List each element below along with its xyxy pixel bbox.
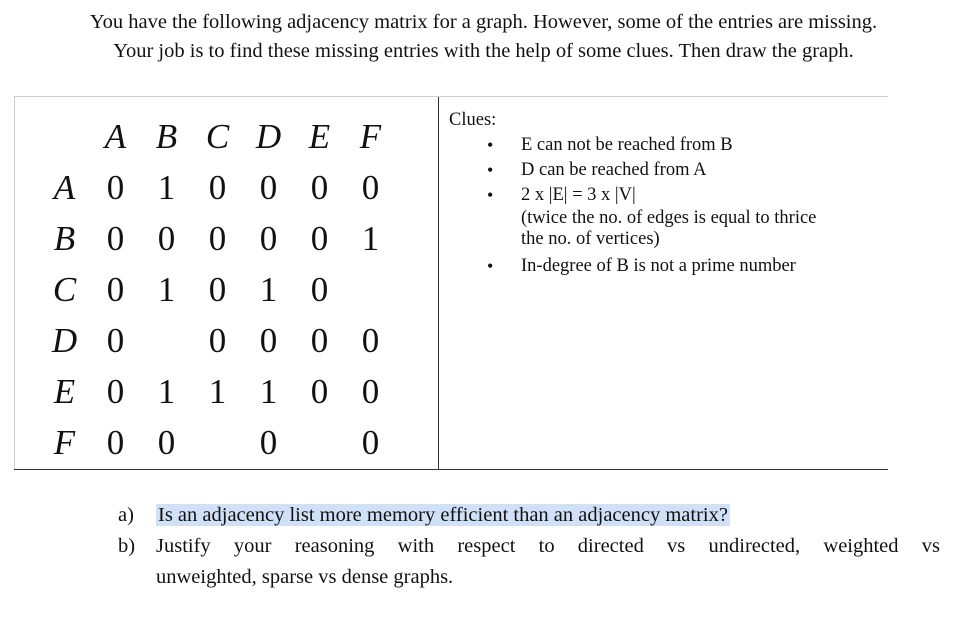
matrix-row-header: A	[53, 168, 76, 207]
matrix-entry: 0	[310, 270, 329, 309]
matrix-entry: 0	[361, 372, 380, 411]
matrix-entry: 0	[361, 321, 380, 360]
matrix-entry: 0	[208, 219, 227, 258]
matrix-entry: 1	[259, 270, 278, 309]
matrix-entry: 1	[157, 372, 176, 411]
matrix-entry: 0	[106, 270, 125, 309]
clue-item	[483, 158, 878, 183]
matrix-entry: 0	[106, 168, 125, 207]
matrix-header-row	[39, 111, 396, 162]
matrix-entry: 0	[259, 219, 278, 258]
instructions-paragraph	[0, 8, 967, 66]
bullet-icon: •	[487, 135, 494, 155]
matrix-entry: 0	[259, 423, 278, 462]
clue-explanation-line-1: (twice the no. of edges is equal to thrice	[521, 208, 817, 228]
matrix-entry: 0	[310, 168, 329, 207]
clue-list	[483, 133, 878, 279]
clue-text: 2 x |E| = 3 x |V|	[521, 185, 636, 205]
matrix-entry: 0	[208, 270, 227, 309]
matrix-row	[39, 213, 396, 264]
clue-item	[483, 254, 878, 279]
clues-cell	[439, 97, 888, 469]
matrix-entry: 0	[106, 372, 125, 411]
clue-item	[483, 183, 878, 254]
matrix-row-header: E	[53, 372, 76, 411]
matrix-entry: 1	[157, 168, 176, 207]
question-list	[118, 500, 940, 593]
clue-item	[483, 133, 878, 158]
highlighted-question-text: Is an adjacency list more memory efficient than an adjacency matrix?	[158, 504, 728, 526]
matrix-cell	[14, 97, 439, 469]
matrix-entry: 0	[106, 321, 125, 360]
matrix-row	[39, 264, 396, 315]
matrix-entry: 1	[208, 372, 227, 411]
question-b	[118, 531, 940, 562]
matrix-entry: 0	[361, 168, 380, 207]
matrix-corner	[39, 111, 90, 162]
matrix-entry: 0	[157, 423, 176, 462]
matrix-entry: 0	[310, 372, 329, 411]
matrix-entry: 0	[157, 219, 176, 258]
matrix-entry: 1	[259, 372, 278, 411]
matrix-entry-missing	[141, 315, 192, 366]
matrix-entry-missing	[294, 417, 345, 468]
question-a	[118, 500, 940, 531]
matrix-entry-missing	[192, 417, 243, 468]
matrix-row-header: D	[51, 321, 78, 360]
question-text-line-2: unweighted, sparse vs dense graphs.	[156, 566, 454, 588]
clues-title: Clues:	[449, 110, 497, 130]
clue-explanation-line-2: the no. of vertices)	[521, 229, 660, 249]
matrix-col-header: F	[359, 117, 382, 156]
matrix-row-header: C	[52, 270, 77, 309]
matrix-row	[39, 417, 396, 468]
adjacency-matrix	[39, 111, 396, 468]
bullet-icon: •	[487, 256, 494, 276]
question-label: a)	[118, 504, 134, 526]
matrix-row-header: B	[53, 219, 76, 258]
matrix-entry: 0	[361, 423, 380, 462]
matrix-col-header: A	[104, 117, 127, 156]
bullet-icon: •	[487, 160, 494, 180]
matrix-row	[39, 315, 396, 366]
matrix-entry: 0	[208, 321, 227, 360]
matrix-col-header: B	[155, 117, 178, 156]
matrix-entry: 1	[157, 270, 176, 309]
question-label: b)	[118, 535, 136, 557]
matrix-col-header: D	[255, 117, 282, 156]
matrix-entry: 0	[259, 168, 278, 207]
instructions-line-1: You have the following adjacency matrix for a graph. However, some of the entries are missing.	[89, 11, 878, 33]
matrix-entry: 0	[106, 423, 125, 462]
matrix-col-header: C	[205, 117, 230, 156]
clue-explanation	[521, 208, 878, 254]
question-text-line-1: Justify your reasoning with respect to directed vs undirected, weighted vs	[156, 535, 940, 557]
matrix-row	[39, 366, 396, 417]
clue-text: E can not be reached from B	[521, 135, 733, 155]
clue-text: D can be reached from A	[521, 160, 707, 180]
clue-text: In-degree of B is not a prime number	[521, 256, 796, 276]
matrix-entry: 0	[259, 321, 278, 360]
matrix-entry: 0	[106, 219, 125, 258]
matrix-entry-missing	[345, 264, 396, 315]
matrix-row	[39, 162, 396, 213]
instructions-line-2: Your job is to find these missing entries with the help of some clues. Then draw the graph.	[113, 40, 854, 62]
bullet-icon: •	[487, 185, 494, 205]
matrix-entry: 1	[361, 219, 380, 258]
matrix-row-header: F	[53, 423, 76, 462]
matrix-col-header: E	[308, 117, 331, 156]
matrix-entry: 0	[310, 321, 329, 360]
matrix-clues-table	[14, 96, 888, 470]
matrix-entry: 0	[208, 168, 227, 207]
matrix-entry: 0	[310, 219, 329, 258]
